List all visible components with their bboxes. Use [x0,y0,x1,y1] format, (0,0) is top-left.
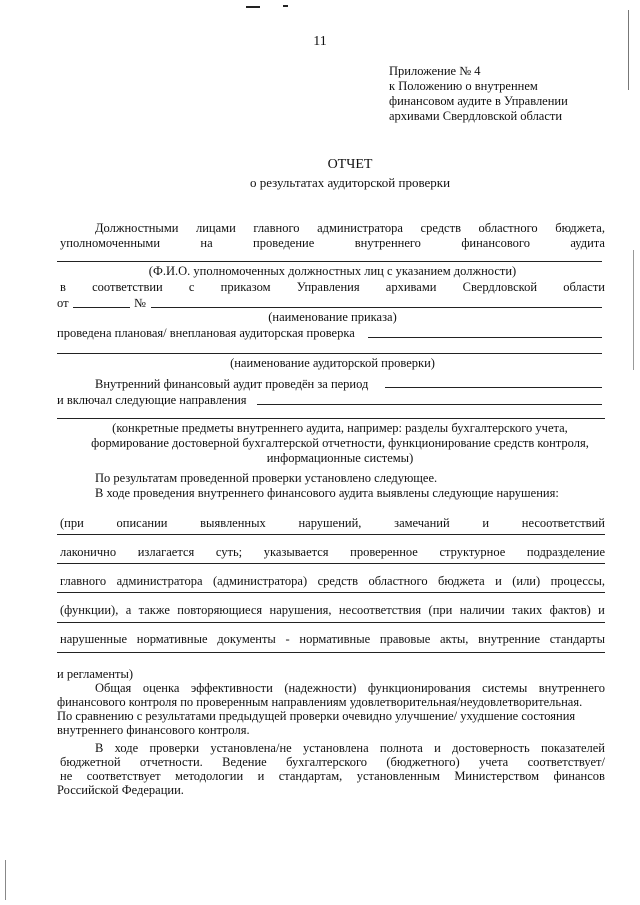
word: нормативные [299,632,371,646]
word: показателей [540,741,605,755]
word: главного [253,221,300,235]
caption-subjects: информационные системы) [266,451,414,465]
word: проверенное [350,545,418,559]
fill-line [151,307,602,308]
word: подразделение [526,545,605,559]
text-line [60,545,605,560]
word: соответствует [86,769,161,783]
word: внутреннего [538,681,605,695]
word: (бюджетного) [386,755,460,769]
appendix-line: Приложение № 4 [389,64,481,78]
word: несоответствий [521,516,605,530]
word: уполномоченными [60,236,161,250]
word: администратора [116,574,203,588]
word: ходе [114,741,139,755]
appendix-line: архивами Свердловской области [389,109,563,123]
fill-line [368,337,602,338]
text-line [95,221,605,236]
fill-line [57,652,605,653]
text-line [60,603,605,618]
word: бухгалтерского [286,755,368,769]
word: средств [420,221,461,235]
word: правовые [379,632,431,646]
word: и [434,741,441,755]
word: полнота [379,741,423,755]
caption-order: (наименование приказа) [268,310,397,324]
scan-edge [5,860,6,900]
word: бюджетной [60,755,121,769]
text-line [60,236,605,251]
word: - [285,632,290,646]
word: учета [478,755,509,769]
word: областного [478,221,538,235]
word: внутреннего [354,236,421,250]
viol-end: и регламенты) [57,667,134,681]
fill-line [57,418,605,419]
word: не [60,769,73,783]
results-text: В ходе проведения внутреннего финансового аудита выявлены следующие нарушения: [95,486,559,500]
word: Управления [296,280,360,294]
fill-line [57,353,602,354]
word: финансового [461,236,530,250]
word: системы [482,681,528,695]
word: суть; [215,545,243,559]
text-line [60,516,605,531]
text-line [60,280,605,295]
audit-done-text: проведена плановая/ внеплановая аудиторская проверка [57,326,355,340]
word: В [95,741,104,755]
word: и [257,769,265,783]
word: указывается [263,545,329,559]
word: лаконично [60,545,117,559]
word: (функции), [60,603,119,617]
word: в [60,280,66,294]
eff-text: финансового контроля по проверенным направлениям удовлетворительная/неудовлетворительная. [57,695,583,709]
word: установленным [356,769,440,783]
text-line [60,632,605,647]
word: Свердловской [462,280,538,294]
word: акты, [439,632,469,646]
word: достоверность [452,741,530,755]
word: внутренние [478,632,541,646]
word: установлена [302,741,369,755]
word: лицами [196,221,236,235]
word: нормативные [136,632,208,646]
fill-line [385,387,602,388]
word: Должностными [95,221,179,235]
word: и [598,603,605,617]
word: архивами [385,280,437,294]
word: (администратора) [212,574,308,588]
scan-edge [628,10,629,90]
word: а [125,603,132,617]
report-subtitle: о результатах аудиторской проверки [249,175,451,190]
word: повторяющиеся [177,603,263,617]
word: излагается [137,545,195,559]
word: области [563,280,605,294]
report-title: ОТЧЕТ [327,157,373,172]
word: аудита [570,236,605,250]
word: (или) [512,574,541,588]
caption-subjects: формирование достоверной бухгалтерской отчетности, функционирование средств контроля, [91,436,589,450]
word: соответствует/ [527,755,605,769]
word: на [200,236,213,250]
fill-line [57,592,605,593]
word: главного [60,574,107,588]
word: и [495,574,502,588]
word: фактов) [549,603,591,617]
word: Министерством [454,769,540,783]
page-number: 11 [313,34,327,49]
word: несоответствия [338,603,422,617]
word: стандарты [549,632,605,646]
text-line [60,755,605,770]
directions-text: и включал следующие направления [57,393,247,407]
word: средств [317,574,359,588]
scan-edge [633,250,634,370]
fill-line [57,534,605,535]
scan-mark [246,6,260,8]
word: функционирования [367,681,471,695]
fill-line [257,404,602,405]
caption-audit: (наименование аудиторской проверки) [230,356,435,370]
word: нарушения, [269,603,332,617]
word: структурное [439,545,506,559]
word: методологии [175,769,244,783]
word: (надежности) [284,681,357,695]
eff-text: По сравнению с результатами предыдущей проверки очевидно улучшение/ ухудшение состояния [57,709,576,723]
text-line [60,769,605,784]
caption-fio: (Ф.И.О. уполномоченных должностных лиц с указанием должности) [148,264,517,278]
word: администратора [317,221,403,235]
appendix-block [389,64,568,124]
word: финансов [553,769,605,783]
word: нарушений, [298,516,362,530]
word: бюджета [438,574,485,588]
text-line [95,741,605,756]
word: оценка [142,681,180,695]
eff-text: внутреннего финансового контроля. [57,723,250,737]
word: документы [217,632,276,646]
word: проверки [149,741,200,755]
word: нарушенные [60,632,128,646]
word: процессы, [550,574,605,588]
word: также [138,603,170,617]
scan-mark [283,5,288,7]
appendix-line: финансовом аудите в Управлении [389,94,568,108]
appendix-line: к Положению о внутреннем [389,79,538,93]
word: Ведение [222,755,267,769]
word: (при [428,603,453,617]
fill-line [57,563,605,564]
word: отчетности. [139,755,203,769]
word: Общая [95,681,132,695]
word: с [188,280,195,294]
word: наличии [459,603,505,617]
results-text: По результатам проведенной проверки установлено следующее. [95,471,438,485]
word: бюджета, [555,221,605,235]
word: установлена/не [210,741,292,755]
word: (при [60,516,84,530]
word: проведение [253,236,315,250]
order-from: от [57,296,69,310]
word: выявленных [200,516,266,530]
word: таких [512,603,543,617]
text-line [60,574,605,589]
fill-line [73,307,130,308]
text-line [95,681,605,696]
word: замечаний [394,516,450,530]
rep-text: Российской Федерации. [57,783,184,797]
period-text: Внутренний финансовый аудит проведён за период [95,377,369,391]
word: и [482,516,490,530]
fill-line [57,261,602,262]
word: приказом [220,280,271,294]
word: описании [116,516,168,530]
word: областного [368,574,428,588]
word: стандартам, [278,769,343,783]
fill-line [57,622,605,623]
order-number: № [134,296,146,310]
caption-subjects: (конкретные предметы внутреннего аудита, например: разделы бухгалтерского учета, [112,421,568,435]
word: соответствии [92,280,163,294]
word: эффективности [190,681,273,695]
